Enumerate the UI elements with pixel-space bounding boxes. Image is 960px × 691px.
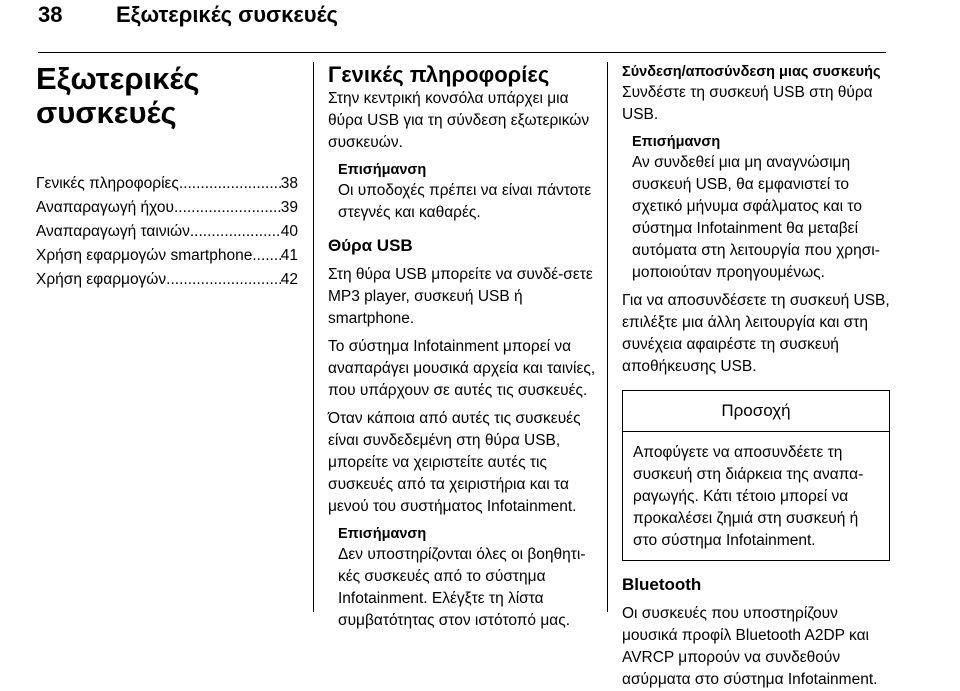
paragraph: Συνδέστε τη συσκευή USB στη θύρα USB. bbox=[622, 84, 873, 123]
column-divider bbox=[313, 62, 314, 612]
toc-entry[interactable] bbox=[36, 220, 298, 244]
chapter-title-line: Εξωτερικές bbox=[36, 61, 200, 96]
toc-entry[interactable] bbox=[36, 268, 298, 292]
chapter-title-line: συσκευές bbox=[36, 95, 177, 130]
toc-page: 40 bbox=[280, 223, 298, 240]
paragraph: Στη θύρα USB μπορείτε να συνδέ-σετε MP3 player, συσκευή USB ή smartphone. bbox=[328, 266, 593, 327]
note-label: Επισήμανση bbox=[338, 526, 427, 542]
section-heading: Γενικές πληροφορίες bbox=[328, 62, 550, 87]
toc-entry[interactable] bbox=[36, 172, 298, 196]
subsection-heading: Σύνδεση/αποσύνδεση μιας συσκευής bbox=[622, 64, 881, 80]
page-number: 38 bbox=[38, 2, 63, 27]
chapter-title bbox=[36, 62, 298, 130]
general-info-column bbox=[328, 62, 596, 632]
toc-label: Γενικές πληροφορίες bbox=[36, 175, 179, 192]
subsection-heading: Θύρα USB bbox=[328, 236, 413, 255]
chapter-column bbox=[36, 62, 298, 292]
toc-entry[interactable] bbox=[36, 244, 298, 268]
paragraph: Οι συσκευές που υποστηρίζουν μουσικά προφίλ Bluetooth A2DP και AVRCP μπορούν να συνδεθούν ασύρματα στο σύστημα Infotainment. bbox=[622, 605, 878, 688]
paragraph: Στην κεντρική κονσόλα υπάρχει μια θύρα USB για τη σύνδεση εξωτερικών συσκευών. bbox=[328, 90, 590, 151]
paragraph: Όταν κάποια από αυτές τις συσκευές είναι συνδεδεμένη στη θύρα USB, μπορείτε να χειριστείτε αυτές τις συσκευές από τα χειριστήρια και τα μενού του συστήματος Infotainment. bbox=[328, 410, 581, 515]
toc-label: Χρήση εφαρμογών bbox=[36, 271, 167, 288]
caution-box bbox=[622, 390, 890, 561]
subsection-heading: Bluetooth bbox=[622, 575, 702, 594]
table-of-contents bbox=[36, 172, 298, 292]
note-block bbox=[328, 524, 596, 632]
toc-page: 41 bbox=[280, 247, 298, 264]
toc-page: 39 bbox=[280, 199, 298, 216]
toc-leader-dots bbox=[179, 172, 281, 196]
toc-page: 38 bbox=[280, 175, 298, 192]
connection-column bbox=[622, 62, 890, 691]
toc-leader-dots bbox=[174, 196, 281, 220]
caution-title: Προσοχή bbox=[623, 391, 889, 432]
note-label: Επισήμανση bbox=[632, 134, 721, 150]
note-label: Επισήμανση bbox=[338, 162, 427, 178]
toc-entry[interactable] bbox=[36, 196, 298, 220]
toc-leader-dots bbox=[252, 244, 280, 268]
note-text: Αν συνδεθεί μια μη αναγνώσιμη συσκευή USB, θα εμφανιστεί το σχετικό μήνυμα σφάλματος και το σύστημα Infotainment θα μεταβεί αυτόματα στη λειτουργία που χρησι-μοποιούταν προηγουμένως. bbox=[632, 154, 880, 281]
toc-label: Αναπαραγωγή ταινιών bbox=[36, 223, 190, 240]
note-text: Δεν υποστηρίζονται όλες οι βοηθητι-κές συσκευές από το σύστημα Infotainment. Ελέγξτε τη λίστα συμβατότητας στον ιστότοπό μας. bbox=[338, 546, 586, 629]
toc-label: Χρήση εφαρμογών smartphone bbox=[36, 247, 253, 264]
caution-text: Αποφύγετε να αποσυνδέετε τη συσκευή στη διάρκεια της αναπα-ραγωγής. Κάτι τέτοιο μπορεί να προκαλέσει ζημιά στη συσκευή ή στο σύστημα Infotainment. bbox=[633, 444, 864, 549]
toc-label: Αναπαραγωγή ήχου bbox=[36, 199, 174, 216]
toc-leader-dots bbox=[166, 268, 281, 292]
paragraph: Για να αποσυνδέσετε τη συσκευή USB, επιλέξτε μια άλλη λειτουργία και στη συνέχεια αφαιρέστε τη συσκευή αποθήκευσης USB. bbox=[622, 292, 890, 375]
note-text: Οι υποδοχές πρέπει να είναι πάντοτε στεγνές και καθαρές. bbox=[338, 182, 592, 221]
note-block bbox=[622, 132, 890, 284]
toc-leader-dots bbox=[190, 220, 281, 244]
note-block bbox=[328, 160, 596, 224]
paragraph: Το σύστημα Infotainment μπορεί να αναπαράγει μουσικά αρχεία και ταινίες, που υπάρχουν σε αυτές τις συσκευές. bbox=[328, 338, 596, 399]
header-title: Εξωτερικές συσκευές bbox=[116, 2, 338, 27]
toc-page: 42 bbox=[280, 271, 298, 288]
page-header bbox=[38, 0, 886, 53]
column-divider bbox=[607, 62, 608, 612]
